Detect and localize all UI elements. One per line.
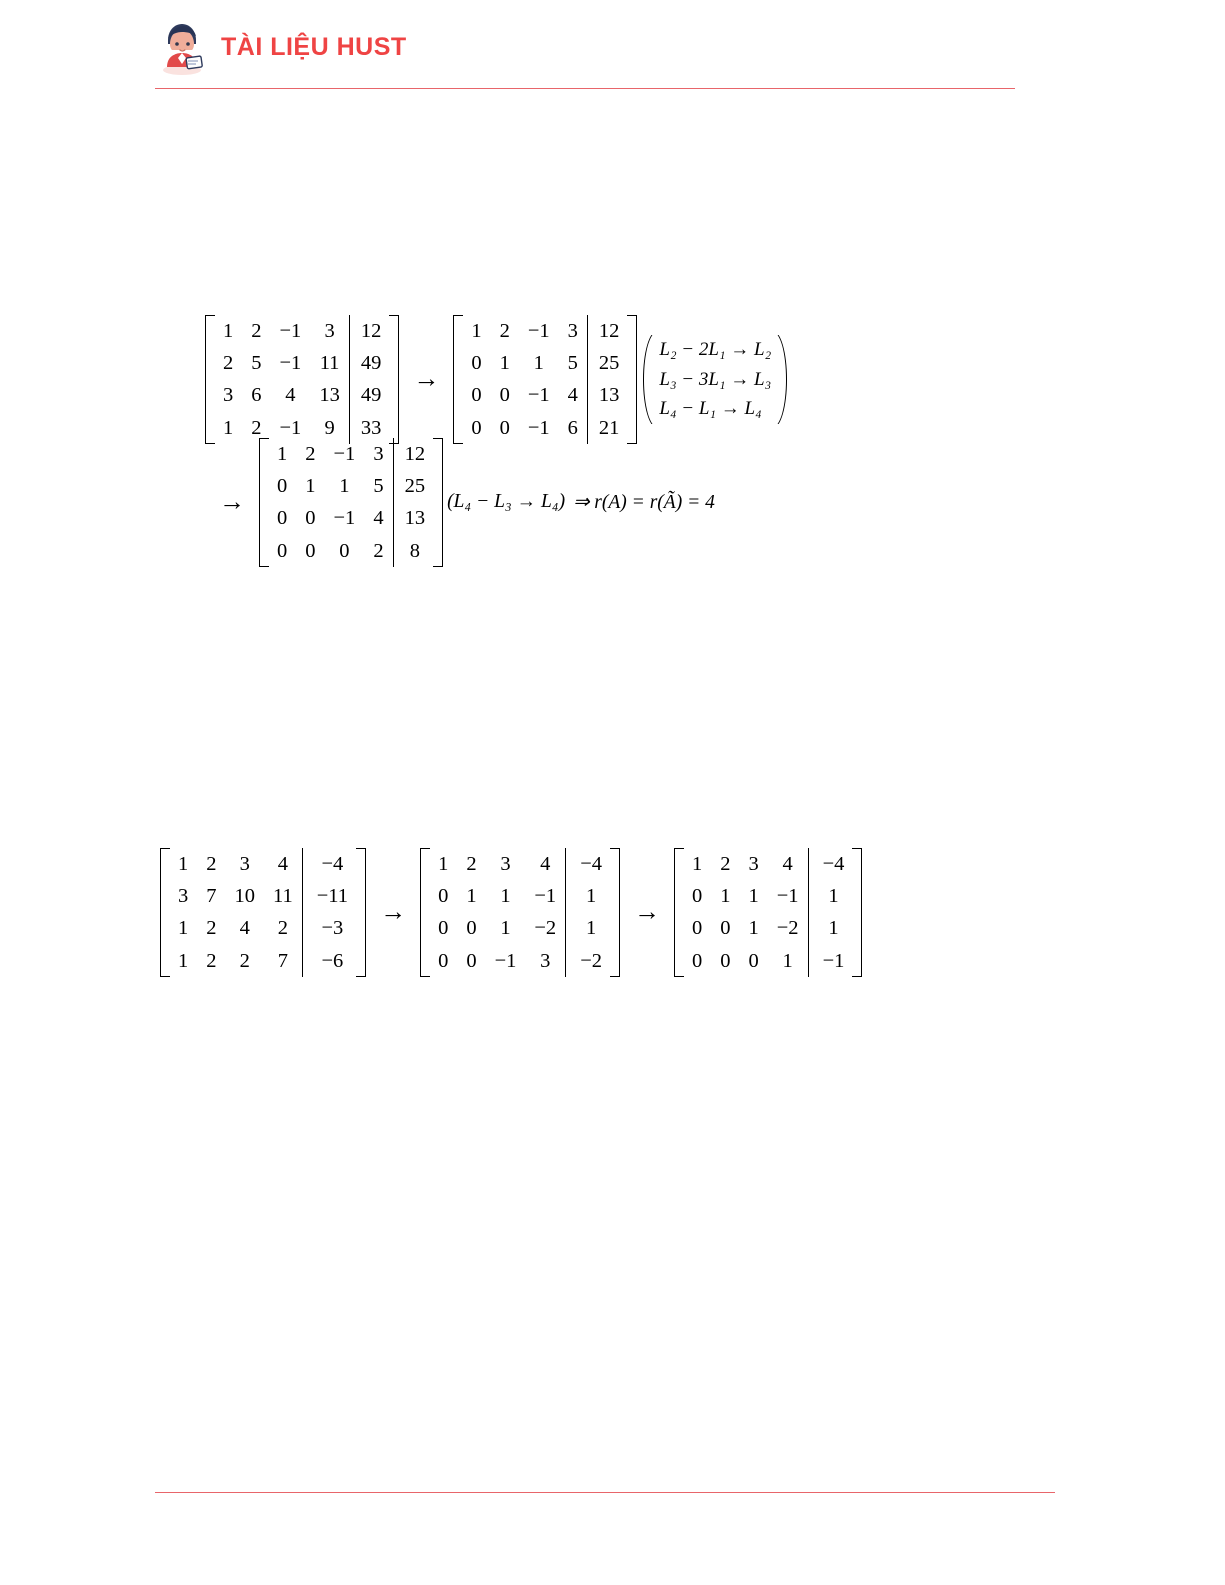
transform-arrow: → bbox=[219, 487, 245, 517]
row-operation: L₂ − 2L₁ → L₂ bbox=[659, 339, 772, 361]
bracket-left bbox=[420, 848, 429, 977]
matrix-cell-aug: 12 bbox=[393, 438, 434, 470]
table-row bbox=[429, 945, 611, 977]
matrix-cell: 1 bbox=[692, 853, 703, 875]
matrix-cell: 0 bbox=[499, 416, 510, 439]
matrix-cell: 4 bbox=[567, 384, 578, 407]
matrix-cell: 0 bbox=[339, 539, 350, 562]
matrix-cell-aug: 49 bbox=[349, 347, 390, 379]
matrix-cell-aug: −4 bbox=[566, 848, 611, 880]
matrix-cell: 0 bbox=[438, 917, 449, 940]
matrix-cell-aug: 33 bbox=[349, 412, 390, 444]
matrix-cell: 1 bbox=[499, 352, 510, 375]
bracket-left bbox=[205, 315, 214, 444]
header-divider bbox=[155, 88, 1015, 89]
matrix-cell: 0 bbox=[305, 539, 316, 562]
matrix-cell: 1 bbox=[339, 475, 350, 498]
bracket-left bbox=[160, 848, 169, 977]
table-row bbox=[683, 945, 853, 977]
matrix-cell: 0 bbox=[438, 885, 449, 908]
table-row bbox=[462, 315, 628, 347]
matrix-cell: 0 bbox=[720, 917, 731, 940]
matrix-2c-grid bbox=[683, 848, 853, 977]
matrix-cell: −1 bbox=[279, 416, 302, 439]
matrix-cell: −2 bbox=[534, 917, 557, 940]
site-logo bbox=[155, 18, 407, 76]
matrix-cell: 5 bbox=[567, 352, 578, 375]
matrix-cell: 0 bbox=[305, 507, 316, 530]
matrix-cell: 1 bbox=[305, 475, 316, 498]
row-operation-inline: (L₄ − L₃ → L₄) bbox=[447, 491, 566, 513]
matrix-cell: 4 bbox=[373, 507, 384, 530]
matrix-cell: 0 bbox=[471, 384, 482, 407]
matrix-cell: 0 bbox=[277, 507, 288, 530]
matrix-cell: −2 bbox=[776, 917, 799, 940]
table-row bbox=[429, 848, 611, 880]
matrix-cell-aug: −1 bbox=[808, 945, 853, 977]
matrix-cell: 7 bbox=[206, 885, 217, 908]
matrix-cell-aug: 12 bbox=[587, 315, 628, 347]
matrix-1a-grid bbox=[214, 315, 390, 444]
matrix-cell: 3 bbox=[567, 320, 578, 342]
matrix-cell: 11 bbox=[319, 352, 340, 375]
matrix-cell: −1 bbox=[333, 507, 356, 530]
matrix-cell: 2 bbox=[206, 853, 217, 875]
transform-arrow: → bbox=[380, 897, 407, 927]
matrix-cell: 3 bbox=[540, 949, 551, 972]
table-row bbox=[169, 945, 357, 977]
matrix-derivation-1-line1 bbox=[205, 315, 787, 444]
matrix-cell: 1 bbox=[720, 885, 731, 908]
matrix-cell: 1 bbox=[748, 917, 759, 940]
matrix-cell-aug: −4 bbox=[808, 848, 853, 880]
bracket-right bbox=[628, 315, 637, 444]
matrix-cell: 0 bbox=[471, 416, 482, 439]
matrix-cell: 3 bbox=[223, 384, 234, 407]
matrix-cell: 2 bbox=[305, 443, 316, 465]
table-row bbox=[429, 880, 611, 912]
matrix-cell: −1 bbox=[527, 416, 550, 439]
matrix-cell: −1 bbox=[534, 885, 557, 908]
matrix-cell: 1 bbox=[782, 949, 793, 972]
matrix-cell: 1 bbox=[500, 917, 511, 940]
matrix-cell: 0 bbox=[471, 352, 482, 375]
row-operations-group bbox=[643, 335, 787, 423]
matrix-cell: 0 bbox=[692, 885, 703, 908]
matrix-cell: 2 bbox=[466, 853, 477, 875]
table-row bbox=[214, 315, 390, 347]
matrix-cell: −1 bbox=[333, 443, 356, 465]
matrix-cell: 4 bbox=[540, 853, 551, 875]
bracket-right bbox=[611, 848, 620, 977]
matrix-cell: 2 bbox=[373, 539, 384, 562]
table-row bbox=[683, 848, 853, 880]
table-row bbox=[268, 502, 434, 534]
matrix-2a-grid bbox=[169, 848, 357, 977]
matrix-cell: 3 bbox=[373, 443, 384, 465]
matrix-cell: 6 bbox=[567, 416, 578, 439]
student-girl-avatar-icon bbox=[155, 18, 209, 76]
row-operation: L₃ − 3L₁ → L₃ bbox=[659, 368, 772, 390]
matrix-cell-aug: 1 bbox=[566, 912, 611, 944]
matrix-cell: 1 bbox=[466, 885, 477, 908]
matrix-cell: 1 bbox=[500, 885, 511, 908]
matrix-cell: 2 bbox=[206, 949, 217, 972]
table-row bbox=[268, 438, 434, 470]
bracket-left bbox=[453, 315, 462, 444]
matrix-cell: 1 bbox=[438, 853, 449, 875]
matrix-1c-grid bbox=[268, 438, 434, 567]
matrix-cell: −1 bbox=[527, 320, 550, 342]
bracket-right bbox=[434, 438, 443, 567]
matrix-cell: 5 bbox=[251, 352, 262, 375]
matrix-1c bbox=[259, 438, 443, 567]
matrix-cell: 2 bbox=[720, 853, 731, 875]
brand-title: TÀI LIỆU HUST bbox=[221, 32, 407, 61]
matrix-cell-aug: 1 bbox=[808, 912, 853, 944]
matrix-cell: 1 bbox=[277, 443, 288, 465]
matrix-cell: 13 bbox=[319, 384, 340, 407]
matrix-cell: −1 bbox=[494, 949, 517, 972]
matrix-cell: 0 bbox=[692, 917, 703, 940]
matrix-cell: 3 bbox=[178, 885, 189, 908]
matrix-cell: 2 bbox=[223, 352, 234, 375]
matrix-1b-grid bbox=[462, 315, 628, 444]
transform-arrow: → bbox=[413, 364, 440, 394]
row-operation: L₄ − L₁ → L₄ bbox=[659, 398, 762, 420]
matrix-cell: 0 bbox=[277, 475, 288, 498]
matrix-cell: −1 bbox=[527, 384, 550, 407]
matrix-cell: 1 bbox=[748, 885, 759, 908]
matrix-cell: 0 bbox=[499, 384, 510, 407]
footer-divider bbox=[155, 1492, 1055, 1493]
matrix-cell-aug: −4 bbox=[302, 848, 357, 880]
matrix-cell: 0 bbox=[277, 539, 288, 562]
paren-right bbox=[774, 335, 787, 423]
matrix-2b bbox=[420, 848, 620, 977]
matrix-cell: 4 bbox=[782, 853, 793, 875]
matrix-cell-aug: 49 bbox=[349, 379, 390, 411]
matrix-cell-aug: −3 bbox=[302, 912, 357, 944]
matrix-cell: 0 bbox=[466, 917, 477, 940]
table-row bbox=[683, 912, 853, 944]
matrix-cell: 4 bbox=[277, 853, 288, 875]
bracket-right bbox=[853, 848, 862, 977]
matrix-1b bbox=[453, 315, 637, 444]
bracket-right bbox=[357, 848, 366, 977]
matrix-cell: 3 bbox=[500, 853, 511, 875]
table-row bbox=[169, 848, 357, 880]
matrix-cell-aug: −11 bbox=[302, 880, 357, 912]
table-row bbox=[429, 912, 611, 944]
matrix-cell: 11 bbox=[273, 885, 293, 908]
matrix-cell-aug: −6 bbox=[302, 945, 357, 977]
matrix-1a bbox=[205, 315, 399, 444]
matrix-cell: −1 bbox=[279, 320, 302, 342]
matrix-cell-aug: 21 bbox=[587, 412, 628, 444]
table-row bbox=[214, 379, 390, 411]
rank-conclusion: ⇒ r(A) = r(Ã) = 4 bbox=[573, 492, 715, 514]
bracket-left bbox=[259, 438, 268, 567]
matrix-cell-aug: −2 bbox=[566, 945, 611, 977]
matrix-cell-aug: 12 bbox=[349, 315, 390, 347]
matrix-cell: 3 bbox=[239, 853, 250, 875]
matrix-2a bbox=[160, 848, 366, 977]
matrix-cell-aug: 1 bbox=[808, 880, 853, 912]
table-row bbox=[268, 470, 434, 502]
table-row bbox=[169, 880, 357, 912]
bracket-left bbox=[674, 848, 683, 977]
matrix-2c bbox=[674, 848, 862, 977]
matrix-cell-aug: 25 bbox=[393, 470, 434, 502]
matrix-derivation-1-line2 bbox=[205, 438, 715, 567]
table-row bbox=[268, 535, 434, 567]
matrix-cell-aug: 13 bbox=[587, 379, 628, 411]
matrix-cell: 4 bbox=[239, 917, 250, 940]
matrix-cell-aug: 13 bbox=[393, 502, 434, 534]
matrix-cell: 0 bbox=[438, 949, 449, 972]
table-row bbox=[462, 347, 628, 379]
matrix-cell: 2 bbox=[277, 917, 288, 940]
transform-arrow: → bbox=[634, 897, 660, 927]
matrix-cell: 0 bbox=[466, 949, 477, 972]
bracket-right bbox=[390, 315, 399, 444]
matrix-cell: 1 bbox=[178, 949, 189, 972]
matrix-cell: 10 bbox=[234, 885, 255, 908]
matrix-cell: 2 bbox=[239, 949, 250, 972]
matrix-cell: 3 bbox=[324, 320, 335, 342]
matrix-cell: 2 bbox=[251, 320, 262, 342]
matrix-cell: 1 bbox=[223, 416, 234, 439]
matrix-cell: 2 bbox=[206, 917, 217, 940]
matrix-cell-aug: 25 bbox=[587, 347, 628, 379]
matrix-cell: 7 bbox=[277, 949, 288, 972]
page-header bbox=[0, 0, 1225, 92]
matrix-cell: 1 bbox=[471, 320, 482, 342]
matrix-cell: 6 bbox=[251, 384, 262, 407]
table-row bbox=[683, 880, 853, 912]
matrix-derivation-2 bbox=[160, 848, 862, 977]
matrix-2b-grid bbox=[429, 848, 611, 977]
matrix-cell: −1 bbox=[279, 352, 302, 375]
matrix-cell: 1 bbox=[533, 352, 544, 375]
matrix-cell-aug: 1 bbox=[566, 880, 611, 912]
matrix-cell: 9 bbox=[324, 416, 335, 439]
matrix-cell: 0 bbox=[720, 949, 731, 972]
table-row bbox=[169, 912, 357, 944]
paren-left bbox=[643, 335, 656, 423]
table-row bbox=[462, 379, 628, 411]
table-row bbox=[214, 347, 390, 379]
matrix-cell: 5 bbox=[373, 475, 384, 498]
matrix-cell: 0 bbox=[692, 949, 703, 972]
matrix-cell: −1 bbox=[776, 885, 799, 908]
matrix-cell: 1 bbox=[178, 853, 189, 875]
matrix-cell: 1 bbox=[178, 917, 189, 940]
matrix-cell: 2 bbox=[499, 320, 510, 342]
matrix-cell: 2 bbox=[251, 416, 262, 439]
matrix-cell-aug: 8 bbox=[393, 535, 434, 567]
matrix-cell: 3 bbox=[748, 853, 759, 875]
matrix-cell: 4 bbox=[285, 384, 296, 407]
matrix-cell: 1 bbox=[223, 320, 234, 342]
matrix-cell: 0 bbox=[748, 949, 759, 972]
